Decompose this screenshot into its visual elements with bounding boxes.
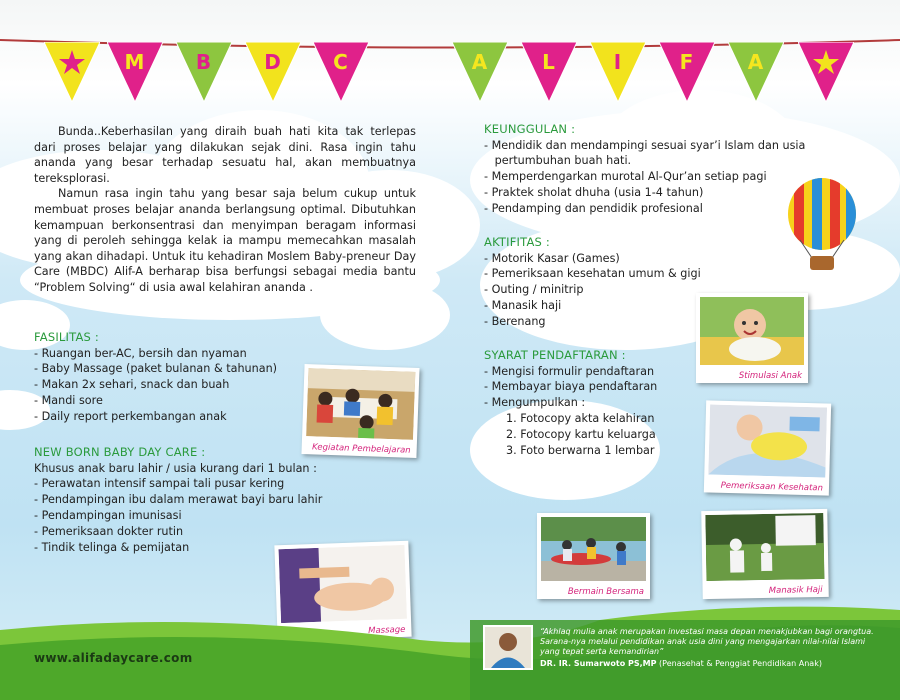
list-item: - Berenang	[484, 314, 546, 328]
list-item: - Pemeriksaan kesehatan umum & gigi	[484, 267, 701, 281]
avatar	[483, 625, 533, 670]
intro-paragraph-2: Namun rasa ingin tahu yang besar saja belum cukup untuk membuat proses belajar ananda berlangsung optimal. Dibutuhkan kemampuan berkonsentrasi dan menyimpan beragam informasi yang di peroleh sehingga kelak ia mampu memecahkan masalah yang akan dihadapi. Untuk itu kehadiran Moslem Baby-preneur Day Care (MBDC) Alif-A berharap bisa berfungsi sebagai media bantu “Problem Solving“ di usia awal kelahiran ananda .	[34, 187, 416, 294]
author-role: (Penasehat & Penggiat Pendidikan Anak)	[659, 659, 822, 668]
quote-author	[540, 659, 822, 668]
syarat-heading: SYARAT PENDAFTARAN :	[484, 348, 626, 362]
list-item: - Pendampingan imunisasi	[34, 508, 182, 522]
classroom-image	[306, 368, 415, 440]
photo-caption: Stimulasi Anak	[738, 371, 802, 381]
photo-caption: Bermain Bersama	[567, 587, 644, 597]
photo-pemeriksaan	[704, 400, 831, 495]
keunggulan-list	[484, 138, 844, 217]
photo-caption: Massage	[368, 624, 406, 637]
bunting-flag-star	[798, 42, 854, 102]
bunting-flag	[590, 42, 646, 102]
intro-section	[34, 124, 416, 296]
fasilitas-section	[34, 330, 334, 425]
fasilitas-list	[34, 346, 334, 425]
person-portrait	[485, 627, 531, 668]
bunting-letter: B	[195, 50, 213, 74]
syarat-list	[484, 364, 704, 411]
list-item: - Motorik Kasar (Games)	[484, 251, 620, 265]
website-url[interactable]: www.alifadaycare.com	[34, 651, 193, 665]
newborn-intro: Khusus anak baru lahir / usia kurang dari 1 bulan :	[34, 461, 317, 475]
bunting-letter: F	[679, 50, 695, 74]
list-item: - Daily report perkembangan anak	[34, 409, 227, 423]
photo-bermain	[537, 513, 650, 599]
playground-image	[541, 517, 646, 581]
aktifitas-list	[484, 251, 724, 330]
list-item: 1. Fotocopy akta kelahiran	[506, 411, 655, 425]
list-item: - Praktek sholat dhuha (usia 1-4 tahun)	[484, 185, 704, 199]
list-item: - Outing / minitrip	[484, 283, 584, 297]
keunggulan-heading: KEUNGGULAN :	[484, 122, 576, 136]
list-item: - Manasik haji	[484, 298, 562, 312]
bunting-letter: D	[264, 50, 282, 74]
bunting-flag	[107, 42, 163, 102]
newborn-section	[34, 445, 364, 555]
bunting-letter: L	[542, 50, 556, 74]
syarat-sublist	[484, 411, 704, 458]
list-item: - Mendidik dan mendampingi sesuai syar’i Islam dan usia	[484, 138, 806, 152]
bunting-letter: A	[747, 50, 765, 74]
photo-caption: Manasik Haji	[768, 585, 823, 596]
list-item: - Perawatan intensif sampai tali pusar kering	[34, 477, 285, 491]
photo-caption: Kegiatan Pembelajaran	[311, 442, 411, 456]
author-name: DR. IR. Sumarwoto PS,MP	[540, 659, 657, 668]
list-item: - Mengisi formulir pendaftaran	[484, 364, 655, 378]
photo-caption: Pemeriksaan Kesehatan	[720, 480, 824, 494]
list-item: - Tindik telinga & pemijatan	[34, 540, 190, 554]
bunting-flag	[245, 42, 301, 102]
bunting-letter: A	[471, 50, 489, 74]
fasilitas-heading: FASILITAS :	[34, 330, 99, 344]
quote-text: “Akhlaq mulia anak merupakan investasi masa depan menakjubkan bagi orangtua. Sarana-nya melalui pendidikan anak usia dini yang mengajarkan nilai-nilai Islami yang tepat serta kemandirian”	[540, 627, 874, 656]
list-item: - Memperdengarkan murotal Al-Qur’an setiap pagi	[484, 170, 767, 184]
bunting-flag	[728, 42, 784, 102]
bunting-flag-star	[44, 42, 100, 102]
newborn-heading: NEW BORN BABY DAY CARE :	[34, 445, 206, 459]
list-item: - Makan 2x sehari, snack dan buah	[34, 378, 230, 392]
bunting-letter: M	[124, 50, 146, 74]
list-item: - Ruangan ber-AC, bersih dan nyaman	[34, 346, 247, 360]
photo-kegiatan	[301, 364, 419, 458]
photo-manasik	[701, 509, 829, 599]
list-item: - Mengumpulkan :	[484, 396, 586, 410]
bunting-flag	[659, 42, 715, 102]
bunting-flag	[313, 42, 369, 102]
baby-image	[700, 297, 804, 365]
aktifitas-section	[484, 235, 724, 330]
list-item: - Baby Massage (paket bulanan & tahunan)	[34, 362, 278, 376]
photo-stimulasi	[696, 293, 808, 383]
aktifitas-heading: AKTIFITAS :	[484, 235, 550, 249]
bunting-flag	[176, 42, 232, 102]
keunggulan-section	[484, 122, 844, 217]
list-item: - Mandi sore	[34, 393, 103, 407]
list-item: 3. Foto berwarna 1 lembar	[506, 443, 655, 457]
manasik-image	[705, 513, 824, 581]
list-item: - Pendamping dan pendidik profesional	[484, 201, 703, 215]
bunting-letter: I	[613, 50, 623, 74]
list-item: - Membayar biaya pendaftaran	[484, 380, 658, 394]
list-item: - Pemeriksaan dokter rutin	[34, 524, 184, 538]
bunting-flag	[452, 42, 508, 102]
syarat-section	[484, 348, 704, 458]
bunting-flag	[521, 42, 577, 102]
list-item: pertumbuhan buah hati.	[484, 154, 632, 168]
intro-paragraph-1: Bunda..Keberhasilan yang diraih buah hati kita tak terlepas dari proses belajar yang dilakukan sejak dini. Rasa ingin tahu ananda yang besar terhadap sesuatu hal, akan membuatnya tereksplorasi.	[34, 125, 416, 185]
bunting-letter: C	[333, 50, 349, 74]
list-item: 2. Fotocopy kartu keluarga	[506, 427, 656, 441]
list-item: - Pendampingan ibu dalam merawat bayi baru lahir	[34, 493, 323, 507]
baby-checkup-image	[708, 404, 827, 477]
